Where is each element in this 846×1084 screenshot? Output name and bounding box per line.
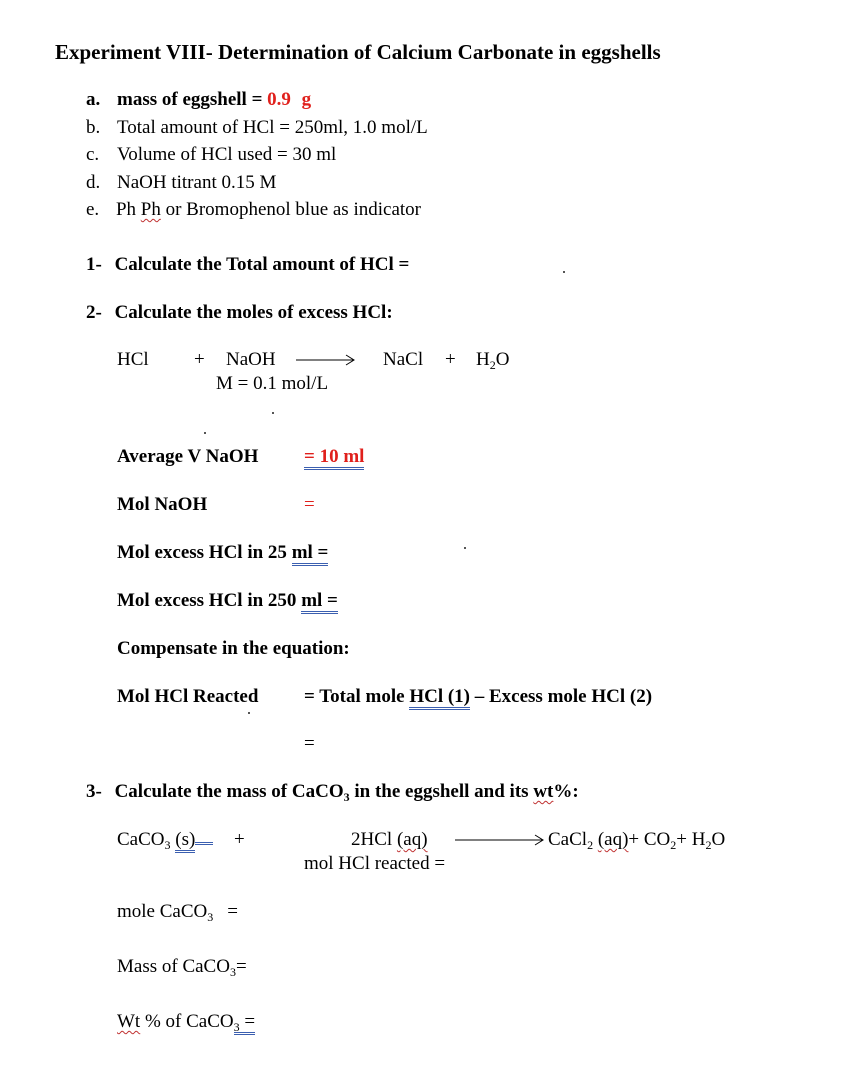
- plus-sign: +: [445, 349, 456, 370]
- reactant-caco3: CaCO$_3$ (s): [117, 829, 213, 851]
- list-marker: c.: [86, 144, 100, 165]
- mol-hcl-reacted-line: mol HCl reacted =: [304, 853, 446, 874]
- plus-sign: +: [234, 829, 245, 850]
- question-text: Calculate the moles of excess HCl:: [114, 302, 393, 323]
- mol-excess-25: Mol excess HCl in 25 ml =: [117, 542, 328, 564]
- list-marker: d.: [86, 172, 101, 193]
- reactant-2hcl: 2HCl (aq): [351, 829, 428, 850]
- mole-caco3: mole CaCO$_3$ =: [117, 901, 238, 924]
- stray-dot: [272, 412, 274, 414]
- list-marker: b.: [86, 117, 101, 138]
- compensate-heading: Compensate in the equation:: [117, 638, 350, 659]
- reactant-naoh: NaOH: [226, 349, 276, 370]
- product-nacl: NaCl: [383, 349, 424, 370]
- given-item-c: [86, 144, 336, 166]
- stray-dot: [248, 712, 250, 714]
- wt-percent-caco3: Wt % of CaCO$_3$ =: [117, 1011, 256, 1034]
- mol-hcl-reacted-eq2: =: [304, 733, 315, 754]
- question-number: 3-: [86, 781, 102, 802]
- avg-naoh-label: Average V NaOH: [117, 446, 259, 467]
- given-item-d: [86, 172, 276, 194]
- question-text: Calculate the Total amount of HCl =: [114, 254, 410, 275]
- given-item-e: [86, 199, 421, 221]
- given-text: Volume of HCl used = 30 ml: [116, 144, 337, 165]
- given-text: Total amount of HCl = 250ml, 1.0 mol/L: [117, 117, 428, 138]
- mol-hcl-reacted-eq: = Total mole HCl (1) – Excess mole HCl (2): [304, 686, 652, 708]
- eggshell-mass-unit: g: [301, 89, 312, 110]
- question-2: [86, 302, 393, 324]
- given-item-b: [86, 117, 428, 139]
- question-number: 1-: [86, 254, 102, 275]
- question-number: 2-: [86, 302, 102, 323]
- reaction-arrow-icon: [455, 833, 547, 847]
- mol-excess-250: Mol excess HCl in 250 ml =: [117, 590, 338, 612]
- question-text: Calculate the mass of CaCO$_3$ in the eggshell and its wt%:: [114, 781, 579, 804]
- mol-naoh-label: Mol NaOH: [117, 494, 208, 515]
- given-label: mass of eggshell =: [117, 89, 268, 110]
- given-text: Ph: [115, 199, 141, 220]
- mass-caco3: Mass of CaCO$_3$=: [117, 956, 247, 979]
- mol-hcl-reacted-label: Mol HCl Reacted: [117, 686, 259, 707]
- plus-sign: +: [194, 349, 205, 370]
- given-item-a: [86, 89, 311, 111]
- ph-abbrev: Ph: [140, 199, 161, 220]
- list-marker: e.: [86, 199, 100, 220]
- stray-dot: [464, 547, 466, 549]
- eggshell-mass-value: 0.9: [267, 89, 291, 110]
- given-text: or Bromophenol blue as indicator: [160, 199, 421, 220]
- avg-naoh-value: = 10 ml: [304, 446, 364, 468]
- naoh-molarity: M = 0.1 mol/L: [216, 373, 329, 394]
- question-3: [86, 781, 579, 803]
- list-marker: a.: [86, 89, 101, 110]
- stray-dot: [563, 271, 565, 273]
- page-title: Experiment VIII- Determination of Calcium Carbonate in eggshells: [55, 40, 661, 64]
- reactant-hcl: HCl: [117, 349, 149, 370]
- product-water: $H_2O$: [476, 349, 510, 372]
- mol-naoh-eq: =: [304, 494, 315, 515]
- reaction-arrow-icon: [296, 353, 358, 367]
- stray-dot: [204, 432, 206, 434]
- given-text: NaOH titrant 0.15 M: [117, 172, 277, 193]
- question-1: [86, 254, 409, 276]
- products: CaCl$_2$ $(aq)+ CO_2+ H_2O$: [548, 829, 726, 852]
